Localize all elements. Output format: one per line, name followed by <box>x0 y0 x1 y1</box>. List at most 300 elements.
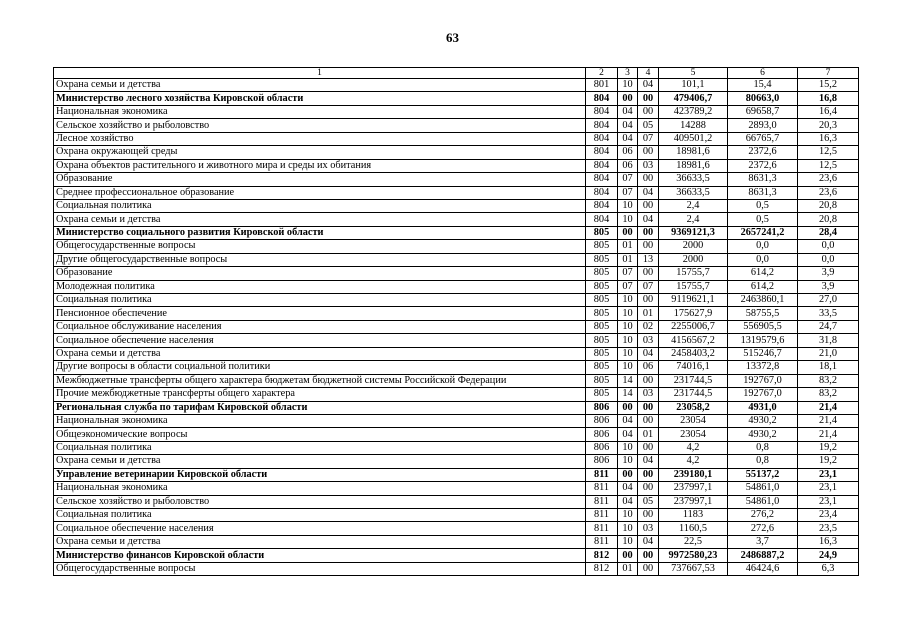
name-cell: Межбюджетные трансферты общего характера бюджетам бюджетной системы Российской Федерации <box>54 374 586 387</box>
plan-value-cell: 18981,6 <box>659 159 728 172</box>
subsection-cell: 00 <box>638 267 659 280</box>
table-row <box>54 307 859 320</box>
name-cell: Социальное обеспечение населения <box>54 522 586 535</box>
code-cell: 804 <box>586 186 618 199</box>
budget-table <box>53 67 859 576</box>
section-cell: 10 <box>618 347 638 360</box>
section-cell: 10 <box>618 307 638 320</box>
percent-cell: 18,1 <box>798 361 859 374</box>
actual-value-cell: 69658,7 <box>728 105 798 118</box>
code-cell: 805 <box>586 347 618 360</box>
table-row <box>54 482 859 495</box>
plan-value-cell: 237997,1 <box>659 495 728 508</box>
code-cell: 801 <box>586 79 618 92</box>
section-cell: 04 <box>618 414 638 427</box>
header-cell: 5 <box>659 68 728 79</box>
subsection-cell: 00 <box>638 549 659 562</box>
percent-cell: 3,9 <box>798 280 859 293</box>
plan-value-cell: 175627,9 <box>659 307 728 320</box>
subsection-cell: 00 <box>638 374 659 387</box>
section-cell: 01 <box>618 562 638 575</box>
name-cell: Общегосударственные вопросы <box>54 562 586 575</box>
plan-value-cell: 9119621,1 <box>659 294 728 307</box>
plan-value-cell: 1183 <box>659 509 728 522</box>
code-cell: 811 <box>586 495 618 508</box>
percent-cell: 83,2 <box>798 374 859 387</box>
table-row <box>54 132 859 145</box>
table-row <box>54 562 859 575</box>
name-cell: Охрана окружающей среды <box>54 146 586 159</box>
subsection-cell: 00 <box>638 226 659 239</box>
percent-cell: 12,5 <box>798 159 859 172</box>
percent-cell: 16,4 <box>798 105 859 118</box>
name-cell: Другие общегосударственные вопросы <box>54 253 586 266</box>
actual-value-cell: 0,0 <box>728 240 798 253</box>
actual-value-cell: 515246,7 <box>728 347 798 360</box>
plan-value-cell: 2000 <box>659 253 728 266</box>
name-cell: Охрана объектов растительного и животного мира и среды их обитания <box>54 159 586 172</box>
actual-value-cell: 0,8 <box>728 441 798 454</box>
name-cell: Национальная экономика <box>54 482 586 495</box>
plan-value-cell: 15755,7 <box>659 280 728 293</box>
table-row <box>54 146 859 159</box>
code-cell: 811 <box>586 535 618 548</box>
table-row <box>54 213 859 226</box>
subsection-cell: 04 <box>638 213 659 226</box>
name-cell: Социальная политика <box>54 199 586 212</box>
subsection-cell: 07 <box>638 280 659 293</box>
percent-cell: 3,9 <box>798 267 859 280</box>
percent-cell: 23,1 <box>798 468 859 481</box>
name-cell: Другие вопросы в области социальной политики <box>54 361 586 374</box>
actual-value-cell: 3,7 <box>728 535 798 548</box>
actual-value-cell: 80663,0 <box>728 92 798 105</box>
table-row <box>54 334 859 347</box>
actual-value-cell: 15,4 <box>728 79 798 92</box>
code-cell: 805 <box>586 374 618 387</box>
percent-cell: 23,1 <box>798 482 859 495</box>
actual-value-cell: 54861,0 <box>728 495 798 508</box>
table-row <box>54 253 859 266</box>
code-cell: 811 <box>586 468 618 481</box>
table-row <box>54 428 859 441</box>
subsection-cell: 03 <box>638 388 659 401</box>
section-cell: 10 <box>618 334 638 347</box>
percent-cell: 20,8 <box>798 199 859 212</box>
code-cell: 804 <box>586 199 618 212</box>
table-row <box>54 361 859 374</box>
header-cell: 1 <box>54 68 586 79</box>
percent-cell: 16,3 <box>798 132 859 145</box>
section-cell: 10 <box>618 294 638 307</box>
plan-value-cell: 23058,2 <box>659 401 728 414</box>
actual-value-cell: 8631,3 <box>728 186 798 199</box>
subsection-cell: 04 <box>638 455 659 468</box>
name-cell: Охрана семьи и детства <box>54 79 586 92</box>
name-cell: Образование <box>54 267 586 280</box>
name-cell: Охрана семьи и детства <box>54 535 586 548</box>
percent-cell: 0,0 <box>798 240 859 253</box>
section-cell: 04 <box>618 132 638 145</box>
code-cell: 806 <box>586 455 618 468</box>
percent-cell: 15,2 <box>798 79 859 92</box>
name-cell: Прочие межбюджетные трансферты общего характера <box>54 388 586 401</box>
section-cell: 07 <box>618 267 638 280</box>
section-cell: 00 <box>618 92 638 105</box>
code-cell: 806 <box>586 414 618 427</box>
name-cell: Социальное обеспечение населения <box>54 334 586 347</box>
table-row <box>54 173 859 186</box>
plan-value-cell: 22,5 <box>659 535 728 548</box>
section-cell: 00 <box>618 549 638 562</box>
actual-value-cell: 55137,2 <box>728 468 798 481</box>
section-cell: 10 <box>618 79 638 92</box>
actual-value-cell: 66765,7 <box>728 132 798 145</box>
name-cell: Охрана семьи и детства <box>54 455 586 468</box>
plan-value-cell: 4,2 <box>659 441 728 454</box>
plan-value-cell: 4,2 <box>659 455 728 468</box>
name-cell: Охрана семьи и детства <box>54 213 586 226</box>
actual-value-cell: 54861,0 <box>728 482 798 495</box>
percent-cell: 23,5 <box>798 522 859 535</box>
code-cell: 805 <box>586 280 618 293</box>
code-cell: 804 <box>586 146 618 159</box>
actual-value-cell: 46424,6 <box>728 562 798 575</box>
plan-value-cell: 36633,5 <box>659 173 728 186</box>
table-row <box>54 320 859 333</box>
plan-value-cell: 23054 <box>659 414 728 427</box>
section-cell: 10 <box>618 320 638 333</box>
actual-value-cell: 192767,0 <box>728 388 798 401</box>
subsection-cell: 01 <box>638 428 659 441</box>
section-cell: 07 <box>618 186 638 199</box>
actual-value-cell: 2486887,2 <box>728 549 798 562</box>
code-cell: 804 <box>586 119 618 132</box>
percent-cell: 16,8 <box>798 92 859 105</box>
actual-value-cell: 0,5 <box>728 213 798 226</box>
table-row <box>54 549 859 562</box>
table-row <box>54 186 859 199</box>
code-cell: 811 <box>586 482 618 495</box>
name-cell: Социальная политика <box>54 509 586 522</box>
code-cell: 805 <box>586 334 618 347</box>
actual-value-cell: 8631,3 <box>728 173 798 186</box>
name-cell: Министерство финансов Кировской области <box>54 549 586 562</box>
percent-cell: 23,6 <box>798 173 859 186</box>
subsection-cell: 00 <box>638 509 659 522</box>
code-cell: 804 <box>586 213 618 226</box>
name-cell: Молодежная политика <box>54 280 586 293</box>
subsection-cell: 03 <box>638 522 659 535</box>
plan-value-cell: 231744,5 <box>659 388 728 401</box>
table-row <box>54 374 859 387</box>
code-cell: 806 <box>586 401 618 414</box>
code-cell: 805 <box>586 320 618 333</box>
table-row <box>54 401 859 414</box>
subsection-cell: 00 <box>638 468 659 481</box>
code-cell: 805 <box>586 226 618 239</box>
plan-value-cell: 23054 <box>659 428 728 441</box>
actual-value-cell: 556905,5 <box>728 320 798 333</box>
section-cell: 10 <box>618 361 638 374</box>
section-cell: 10 <box>618 213 638 226</box>
plan-value-cell: 237997,1 <box>659 482 728 495</box>
actual-value-cell: 272,6 <box>728 522 798 535</box>
plan-value-cell: 231744,5 <box>659 374 728 387</box>
subsection-cell: 07 <box>638 132 659 145</box>
plan-value-cell: 18981,6 <box>659 146 728 159</box>
table-row <box>54 240 859 253</box>
percent-cell: 23,6 <box>798 186 859 199</box>
subsection-cell: 13 <box>638 253 659 266</box>
subsection-cell: 00 <box>638 441 659 454</box>
plan-value-cell: 2255006,7 <box>659 320 728 333</box>
section-cell: 00 <box>618 468 638 481</box>
code-cell: 805 <box>586 240 618 253</box>
subsection-cell: 06 <box>638 361 659 374</box>
table-row <box>54 119 859 132</box>
plan-value-cell: 2,4 <box>659 213 728 226</box>
name-cell: Министерство социального развития Кировской области <box>54 226 586 239</box>
table-row <box>54 294 859 307</box>
actual-value-cell: 2372,6 <box>728 146 798 159</box>
subsection-cell: 04 <box>638 535 659 548</box>
section-cell: 10 <box>618 441 638 454</box>
percent-cell: 16,3 <box>798 535 859 548</box>
code-cell: 805 <box>586 267 618 280</box>
percent-cell: 27,0 <box>798 294 859 307</box>
actual-value-cell: 1319579,6 <box>728 334 798 347</box>
actual-value-cell: 614,2 <box>728 280 798 293</box>
actual-value-cell: 4930,2 <box>728 414 798 427</box>
actual-value-cell: 0,8 <box>728 455 798 468</box>
code-cell: 805 <box>586 361 618 374</box>
code-cell: 804 <box>586 92 618 105</box>
table-row <box>54 226 859 239</box>
percent-cell: 21,4 <box>798 414 859 427</box>
header-row <box>54 68 859 79</box>
section-cell: 10 <box>618 522 638 535</box>
name-cell: Пенсионное обеспечение <box>54 307 586 320</box>
table-row <box>54 159 859 172</box>
section-cell: 06 <box>618 159 638 172</box>
table-row <box>54 79 859 92</box>
table-row <box>54 280 859 293</box>
code-cell: 804 <box>586 105 618 118</box>
subsection-cell: 02 <box>638 320 659 333</box>
percent-cell: 21,4 <box>798 401 859 414</box>
name-cell: Национальная экономика <box>54 105 586 118</box>
subsection-cell: 00 <box>638 240 659 253</box>
table-row <box>54 414 859 427</box>
plan-value-cell: 101,1 <box>659 79 728 92</box>
subsection-cell: 00 <box>638 105 659 118</box>
header-cell: 6 <box>728 68 798 79</box>
actual-value-cell: 58755,5 <box>728 307 798 320</box>
table-row <box>54 199 859 212</box>
plan-value-cell: 2458403,2 <box>659 347 728 360</box>
plan-value-cell: 737667,53 <box>659 562 728 575</box>
name-cell: Социальное обслуживание населения <box>54 320 586 333</box>
actual-value-cell: 4931,0 <box>728 401 798 414</box>
code-cell: 804 <box>586 132 618 145</box>
code-cell: 811 <box>586 509 618 522</box>
section-cell: 10 <box>618 455 638 468</box>
plan-value-cell: 15755,7 <box>659 267 728 280</box>
code-cell: 812 <box>586 562 618 575</box>
name-cell: Социальная политика <box>54 441 586 454</box>
subsection-cell: 04 <box>638 186 659 199</box>
percent-cell: 6,3 <box>798 562 859 575</box>
section-cell: 01 <box>618 240 638 253</box>
percent-cell: 0,0 <box>798 253 859 266</box>
plan-value-cell: 239180,1 <box>659 468 728 481</box>
actual-value-cell: 2463860,1 <box>728 294 798 307</box>
section-cell: 10 <box>618 509 638 522</box>
name-cell: Министерство лесного хозяйства Кировской области <box>54 92 586 105</box>
table-row <box>54 522 859 535</box>
table-row <box>54 388 859 401</box>
actual-value-cell: 2893,0 <box>728 119 798 132</box>
subsection-cell: 00 <box>638 562 659 575</box>
subsection-cell: 04 <box>638 79 659 92</box>
table-row <box>54 441 859 454</box>
name-cell: Управление ветеринарии Кировской области <box>54 468 586 481</box>
name-cell: Лесное хозяйство <box>54 132 586 145</box>
section-cell: 06 <box>618 146 638 159</box>
plan-value-cell: 9972580,23 <box>659 549 728 562</box>
code-cell: 806 <box>586 428 618 441</box>
plan-value-cell: 4156567,2 <box>659 334 728 347</box>
subsection-cell: 00 <box>638 199 659 212</box>
table-row <box>54 495 859 508</box>
code-cell: 805 <box>586 294 618 307</box>
header-cell: 3 <box>618 68 638 79</box>
actual-value-cell: 276,2 <box>728 509 798 522</box>
code-cell: 804 <box>586 173 618 186</box>
subsection-cell: 03 <box>638 334 659 347</box>
plan-value-cell: 1160,5 <box>659 522 728 535</box>
code-cell: 805 <box>586 388 618 401</box>
subsection-cell: 00 <box>638 173 659 186</box>
section-cell: 10 <box>618 199 638 212</box>
name-cell: Охрана семьи и детства <box>54 347 586 360</box>
subsection-cell: 00 <box>638 401 659 414</box>
subsection-cell: 01 <box>638 307 659 320</box>
actual-value-cell: 614,2 <box>728 267 798 280</box>
plan-value-cell: 479406,7 <box>659 92 728 105</box>
subsection-cell: 00 <box>638 146 659 159</box>
name-cell: Образование <box>54 173 586 186</box>
percent-cell: 24,9 <box>798 549 859 562</box>
table-row <box>54 535 859 548</box>
table-row <box>54 468 859 481</box>
subsection-cell: 03 <box>638 159 659 172</box>
actual-value-cell: 2372,6 <box>728 159 798 172</box>
percent-cell: 20,3 <box>798 119 859 132</box>
name-cell: Национальная экономика <box>54 414 586 427</box>
percent-cell: 23,4 <box>798 509 859 522</box>
table-row <box>54 455 859 468</box>
subsection-cell: 05 <box>638 495 659 508</box>
section-cell: 01 <box>618 253 638 266</box>
table-row <box>54 509 859 522</box>
section-cell: 14 <box>618 374 638 387</box>
header-cell: 4 <box>638 68 659 79</box>
plan-value-cell: 9369121,3 <box>659 226 728 239</box>
code-cell: 812 <box>586 549 618 562</box>
name-cell: Среднее профессиональное образование <box>54 186 586 199</box>
section-cell: 10 <box>618 535 638 548</box>
actual-value-cell: 0,5 <box>728 199 798 212</box>
percent-cell: 20,8 <box>798 213 859 226</box>
actual-value-cell: 4930,2 <box>728 428 798 441</box>
name-cell: Региональная служба по тарифам Кировской области <box>54 401 586 414</box>
section-cell: 04 <box>618 105 638 118</box>
percent-cell: 23,1 <box>798 495 859 508</box>
page-number: 63 <box>446 30 459 45</box>
subsection-cell: 05 <box>638 119 659 132</box>
header-cell: 2 <box>586 68 618 79</box>
plan-value-cell: 2000 <box>659 240 728 253</box>
subsection-cell: 00 <box>638 414 659 427</box>
percent-cell: 12,5 <box>798 146 859 159</box>
actual-value-cell: 13372,8 <box>728 361 798 374</box>
section-cell: 04 <box>618 119 638 132</box>
table-row <box>54 105 859 118</box>
section-cell: 04 <box>618 495 638 508</box>
percent-cell: 21,0 <box>798 347 859 360</box>
actual-value-cell: 2657241,2 <box>728 226 798 239</box>
subsection-cell: 04 <box>638 347 659 360</box>
name-cell: Социальная политика <box>54 294 586 307</box>
percent-cell: 21,4 <box>798 428 859 441</box>
name-cell: Общегосударственные вопросы <box>54 240 586 253</box>
percent-cell: 31,8 <box>798 334 859 347</box>
section-cell: 14 <box>618 388 638 401</box>
code-cell: 811 <box>586 522 618 535</box>
plan-value-cell: 423789,2 <box>659 105 728 118</box>
section-cell: 04 <box>618 428 638 441</box>
actual-value-cell: 0,0 <box>728 253 798 266</box>
percent-cell: 24,7 <box>798 320 859 333</box>
actual-value-cell: 192767,0 <box>728 374 798 387</box>
code-cell: 805 <box>586 307 618 320</box>
section-cell: 04 <box>618 482 638 495</box>
percent-cell: 19,2 <box>798 441 859 454</box>
code-cell: 804 <box>586 159 618 172</box>
code-cell: 806 <box>586 441 618 454</box>
section-cell: 07 <box>618 280 638 293</box>
name-cell: Общеэкономические вопросы <box>54 428 586 441</box>
percent-cell: 83,2 <box>798 388 859 401</box>
plan-value-cell: 14288 <box>659 119 728 132</box>
section-cell: 07 <box>618 173 638 186</box>
percent-cell: 19,2 <box>798 455 859 468</box>
percent-cell: 33,5 <box>798 307 859 320</box>
name-cell: Сельское хозяйство и рыболовство <box>54 495 586 508</box>
subsection-cell: 00 <box>638 92 659 105</box>
section-cell: 00 <box>618 226 638 239</box>
header-cell: 7 <box>798 68 859 79</box>
plan-value-cell: 36633,5 <box>659 186 728 199</box>
table-body <box>54 68 859 576</box>
table-row <box>54 347 859 360</box>
code-cell: 805 <box>586 253 618 266</box>
subsection-cell: 00 <box>638 294 659 307</box>
subsection-cell: 00 <box>638 482 659 495</box>
plan-value-cell: 2,4 <box>659 199 728 212</box>
